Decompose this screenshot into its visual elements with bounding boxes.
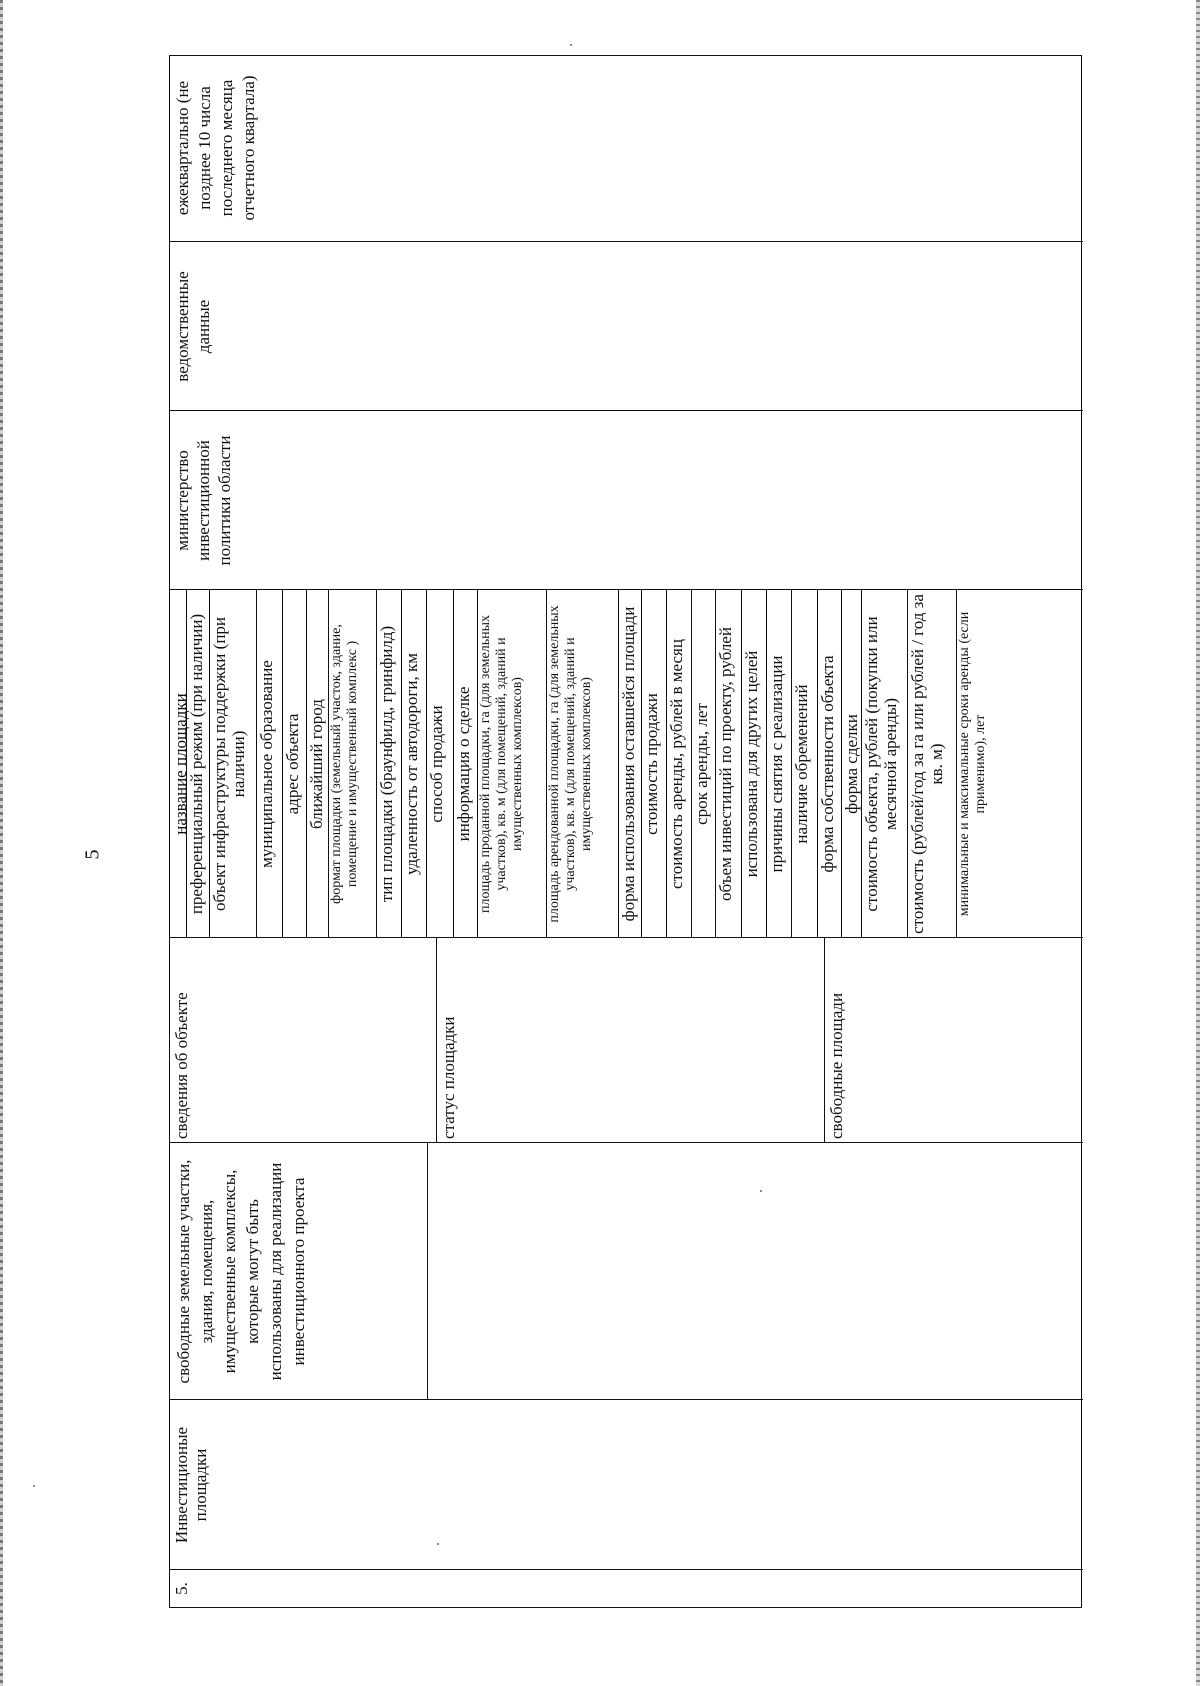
- row-divider: [427, 1143, 428, 1400]
- period-cell: ежеквартально (не позднее 10 числа последнего месяца отчетного квартала): [173, 75, 258, 221]
- field-row: стоимость (рублей/год за га или рублей / год за кв. м): [908, 594, 946, 934]
- field-row: использована для других целей: [742, 650, 761, 878]
- field-row: стоимость продажи: [642, 693, 661, 835]
- field-row: адрес объекта: [283, 713, 302, 815]
- column-divider: [170, 1399, 1083, 1400]
- field-row: наличие обременений: [792, 684, 811, 844]
- field-row: ближайший город: [307, 699, 326, 829]
- field-row: минимальные и максимальные сроки аренды (если применимо), лет: [957, 611, 988, 917]
- group-object-info: сведения об объекте: [172, 992, 191, 1139]
- table-rotation-wrapper: [169, 55, 1082, 1608]
- column-divider: [170, 1142, 1083, 1143]
- field-row: стоимость аренды, рублей в месяц: [667, 639, 686, 889]
- field-row: стоимость объекта, рублей (покупки или месячной аренды): [862, 616, 900, 912]
- column-divider: [170, 410, 1083, 411]
- group-divider: [824, 938, 825, 1143]
- field-row: площадь проданной площадки, га (для земельных участков), кв. м (для помещений, зданий и имущественных комплексов): [478, 614, 525, 914]
- field-row: форма собственности объекта: [818, 655, 837, 873]
- field-row: удаленность от автодороги, км: [402, 653, 421, 875]
- field-row: форма сделки: [842, 714, 861, 814]
- source-cell: ведомственные данные: [173, 271, 213, 382]
- group-site-status: статус площадки: [439, 1016, 458, 1139]
- field-row: срок аренды, лет: [692, 703, 711, 825]
- column-divider: [170, 1569, 1083, 1570]
- column-divider: [170, 241, 1083, 242]
- field-row: способ продажи: [427, 705, 446, 823]
- field-row: форма использования оставшейся площади: [619, 606, 638, 922]
- field-row: причины снятия с реализации: [767, 655, 786, 873]
- page-number: 5: [81, 849, 104, 860]
- field-row: тип площадки (браунфилд, гринфилд): [377, 625, 396, 903]
- responsible-cell: министерство инвестиционной политики области: [173, 435, 234, 566]
- field-row: формат площадки (земельный участок, здание, помещение и имущественный комплекс ): [329, 624, 360, 904]
- field-row: название площадки: [171, 693, 190, 835]
- row-number: 5.: [172, 1582, 191, 1595]
- indicator-table: [169, 55, 1082, 1608]
- field-row: объект инфраструктуры поддержки (при наличии): [210, 616, 248, 912]
- field-row: муниципальное образование: [257, 660, 276, 868]
- field-row: объем инвестиций по проекту, рублей: [716, 627, 735, 901]
- group-free-areas: свободные площади: [827, 992, 846, 1139]
- description-cell: свободные земельные участки, здания, помещения, имущественные комплексы, которые могут быть использованы для реализации инвестиционного проекта: [174, 1159, 308, 1384]
- group-divider: [436, 938, 437, 1143]
- field-row: информация о сделке: [454, 686, 473, 842]
- field-row: преференциальный режим (при наличии): [187, 613, 206, 915]
- category-cell: Инвестиционые площадки: [172, 1426, 210, 1544]
- field-row: площадь арендованной площадки, га (для земельных участков), кв. м (для помещений, зданий и имущественных комплексов): [547, 605, 594, 923]
